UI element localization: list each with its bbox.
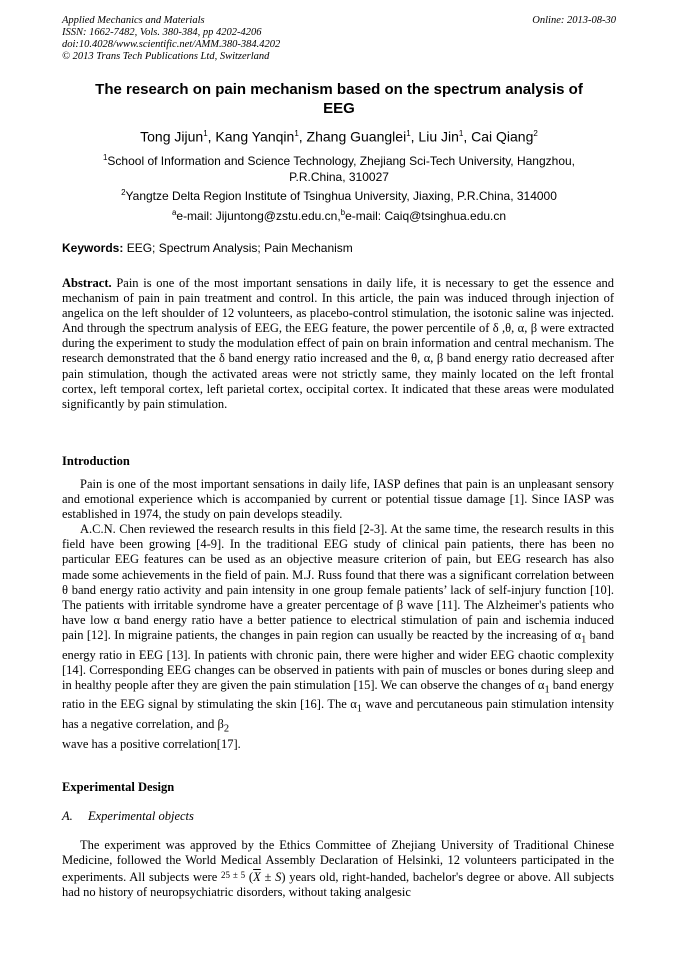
subsection-number: A. <box>62 809 73 823</box>
doi-line: doi:10.4028/www.scientific.net/AMM.380-384.4202 <box>62 39 281 50</box>
keywords-label: Keywords: <box>62 241 124 255</box>
intro-p2-d: wave and percutaneous pain stimulation intensity has a negative correlation, and β <box>62 697 614 731</box>
experimental-body <box>62 838 614 900</box>
abstract-label: Abstract. <box>62 276 112 290</box>
experimental-heading: Experimental Design <box>62 780 175 794</box>
author-3-affil: 1 <box>406 129 411 138</box>
affiliation-2-text: Yangtze Delta Region Institute of Tsinghua University, Jiaxing, P.R.China, 314000 <box>125 189 557 203</box>
pm-s: ± S <box>260 870 282 885</box>
mean-symbol: $\overline{X}$ <box>253 870 261 885</box>
author-1: Tong Jijun <box>140 128 204 145</box>
intro-p2-b: band energy ratio in EEG [13]. In patients with chronic pain, there were higher and wider EEG chaotic complexity [14]. Corresponding EEG changes can be observed in patients with pain of muscles or bones during sleep and in healthy people after they are given the pain stimulation [15]. We can observe the changes of α <box>62 627 614 692</box>
email-line <box>62 205 616 224</box>
author-1-affil: 1 <box>203 129 208 138</box>
author-3: Zhang Guanglei <box>306 128 407 145</box>
abstract-text: Pain is one of the most important sensations in daily life, it is necessary to get the essence and mechanism of pain in pain treatment and control. In this article, the pain was induced through injection of angelica on the left shoulder of 12 volunteers, as placebo-control stimulation, the isotonic saline was injected. And through the spectrum analysis of EEG, the EEG feature, the power percentile of δ ,θ, α, β were extracted during the experiment to study the modulation effect of pain on brain information and central mechanism. The research demonstrated that the δ band energy ratio increased and the θ, α, β band energy ratio decreased after pain stimulation, though the activated areas were not strictly same, they mainly located on the left frontal cortex, left temporal cortex, left parietal cortex, occipital cortex. It indicated that these areas were modulated significantly by pain stimulation. <box>62 276 614 411</box>
affiliation-2 <box>62 185 616 204</box>
intro-p2-c: band energy ratio in the EEG signal by stimulating the skin [16]. The α <box>62 677 614 712</box>
intro-paragraph-2-end: wave has a positive correlation[17]. <box>62 736 241 751</box>
affiliation-2-mark: 2 <box>121 188 126 197</box>
journal-header <box>62 15 616 63</box>
affiliation-1 <box>62 150 616 185</box>
experimental-paragraph <box>62 838 614 900</box>
intro-p2-a: A.C.N. Chen reviewed the research results in this field [2-3]. At the same time, the research results in this field have been growing [4-9]. In the traditional EEG study of clinical pain patients, there has been no particular EEG features can be used as an objective measure criterion of pain, but EEG research has also made some achievements in the field of pain. M.J. Russ found that there was a significant correlation between θ band energy ratio activity and pain intensity in one group female patients’ lack of self-injury function [10]. The patients with irritable syndrome have a greater percentage of β wave [11]. The Alzheimer's patients who have low α band energy ratio have a better patience to electrical stimulation of pain and ischemia induced pain [12]. In migraine patients, the changes in pain region can usually be reacted by the increasing of α <box>62 522 614 642</box>
paren-close: ) <box>281 870 286 885</box>
paper-title <box>62 80 616 118</box>
author-list: Tong Jijun$^1$, Kang Yanqin$^1$, Zhang Guanglei$^1$, Liu Jin$^1$, Cai Qiang$^2$ <box>140 128 538 145</box>
introduction-heading: Introduction <box>62 454 130 468</box>
issn-line: ISSN: 1662-7482, Vols. 380-384, pp 4202-4206 <box>62 27 262 38</box>
email-b-mark: b <box>340 208 346 217</box>
author-2-affil: 1 <box>294 129 299 138</box>
paren-open: ( <box>245 870 254 885</box>
intro-paragraph-2 <box>62 522 614 736</box>
keywords-text: EEG; Spectrum Analysis; Pain Mechanism <box>123 241 353 255</box>
email-b: e-mail: Caiq@tsinghua.edu.cn <box>345 209 507 223</box>
email-a: e-mail: Jijuntong@zstu.edu.cn, <box>176 209 341 223</box>
alpha1-sub-3: 1 <box>356 703 362 715</box>
alpha1-sub-1: 1 <box>581 634 587 646</box>
abstract <box>62 276 614 412</box>
age-value: 25 ± 5 <box>221 870 246 881</box>
subsection-title: Experimental objects <box>88 809 194 823</box>
affiliation-1-mark: 1 <box>102 153 108 162</box>
affiliation-1-line-1: School of Information and Science Technology, Zhejiang Sci-Tech University, Hangzhou, <box>107 154 576 168</box>
journal-name: Applied Mechanics and Materials <box>62 15 205 26</box>
author-4-affil: 1 <box>458 129 464 138</box>
online-date: Online: 2013-08-30 <box>532 15 616 26</box>
author-4: Liu Jin <box>418 128 459 145</box>
email-a-mark: a <box>171 208 177 217</box>
copyright-line: © 2013 Trans Tech Publications Ltd, Switzerland <box>62 51 270 62</box>
title-line-2: EEG <box>323 100 355 117</box>
beta2-sub: 2 <box>223 723 230 735</box>
intro-paragraph-1: Pain is one of the most important sensations in daily life, IASP defines that pain is an unpleasant sensory and emotional experience which is accompanied by current or potential tissue damage [1]. Since IASP was established in 1974, the study on pain develops steadily. <box>62 477 614 522</box>
keywords <box>62 240 616 256</box>
author-5: Cai Qiang <box>471 128 534 145</box>
author-5-affil: 2 <box>533 129 538 138</box>
introduction-body <box>62 477 614 752</box>
exp-p1-a: The experiment was approved by the Ethics Committee of Zhejiang University of Traditional Chinese Medicine, followed the World Medical Assembly Declaration of Helsinki, 12 volunteers participated in the experiments. All subjects were <box>62 838 614 885</box>
experimental-objects-heading <box>62 809 194 824</box>
author-2: Kang Yanqin <box>215 128 295 145</box>
affiliation-1-line-2: P.R.China, 310027 <box>289 170 389 184</box>
exp-p1-b: years old, right-handed, bachelor's degree or above. All subjects had no history of neuropsychiatric disorders, without taking analgesic <box>62 870 614 900</box>
title-line-1: The research on pain mechanism based on the spectrum analysis of <box>95 81 583 98</box>
alpha1-sub-2: 1 <box>544 684 550 696</box>
